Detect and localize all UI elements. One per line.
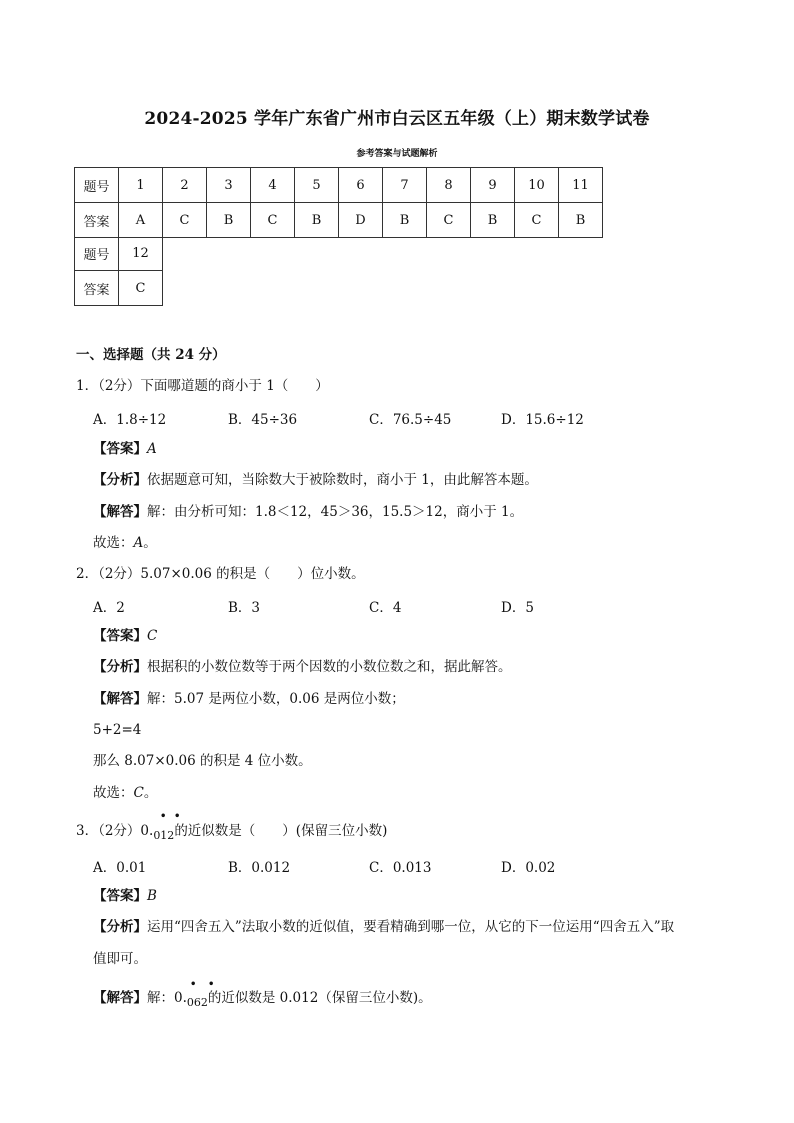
- q1-option-d: D．15.6÷12: [501, 412, 584, 428]
- choice-label: 故选：: [93, 535, 134, 551]
- solution-tag: 【解答】: [93, 504, 147, 520]
- table-cell: 3: [207, 168, 251, 203]
- page-title: 2024-2025 学年广东省广州市白云区五年级（上）期末数学试卷: [144, 109, 650, 129]
- answer-value: C: [147, 628, 158, 644]
- repeating-decimal: 062: [186, 996, 208, 1009]
- solution-prefix: 解：0.: [147, 990, 187, 1006]
- q1-option-b: B．45÷36: [228, 412, 298, 428]
- q2-choice: [93, 784, 157, 802]
- choice-value: C: [133, 785, 144, 801]
- q1-option-c: C．76.5÷45: [369, 412, 452, 428]
- table-cell: C: [251, 203, 295, 238]
- q1-analysis: [93, 471, 538, 489]
- repeat-dot: •: [190, 979, 197, 990]
- table-cell: 7: [383, 168, 427, 203]
- choice-value: A: [133, 535, 144, 551]
- q2-answer: [93, 627, 157, 645]
- table-cell: C: [427, 203, 471, 238]
- q2-option-b: B．3: [228, 600, 261, 616]
- table-cell: C: [119, 271, 163, 306]
- question-2-stem: 2．（2分）5.07×0.06 的积是（ ）位小数。: [76, 566, 365, 582]
- table-row: [75, 271, 163, 306]
- solution-suffix: 的近似数是 0.012（保留三位小数)。: [207, 990, 432, 1006]
- q1-option-a: A．1.8÷12: [93, 412, 167, 428]
- table-cell: B: [295, 203, 339, 238]
- table-cell-label: 答案: [75, 271, 119, 306]
- q2-option-c: C．4: [369, 600, 402, 616]
- q1-solution: [93, 503, 523, 521]
- table-cell: B: [207, 203, 251, 238]
- table-cell: C: [163, 203, 207, 238]
- table-cell: 2: [163, 168, 207, 203]
- analysis-tag: 【分析】: [93, 659, 147, 675]
- repeat-dot: •: [174, 811, 181, 822]
- answer-value: A: [147, 441, 157, 457]
- table-row: [75, 168, 603, 203]
- table-cell-label: 答案: [75, 203, 119, 238]
- table-cell: 8: [427, 168, 471, 203]
- solution-text: 解：由分析可知：1.8＜12，45＞36，15.5＞12，商小于 1。: [147, 504, 524, 520]
- repeat-dot: •: [208, 979, 215, 990]
- analysis-text: 依据题意可知，当除数大于被除数时，商小于 1，由此解答本题。: [147, 472, 538, 488]
- answer-tag: 【答案】: [93, 628, 147, 644]
- q3-solution: [93, 989, 432, 1008]
- section-heading: 一、选择题（共 24 分）: [76, 347, 226, 363]
- question-3-stem: [76, 822, 387, 841]
- table-cell: B: [383, 203, 427, 238]
- choice-end: 。: [143, 535, 157, 551]
- q2-analysis: [93, 658, 512, 676]
- q1-choice: [93, 534, 157, 552]
- choice-end: 。: [143, 785, 158, 801]
- table-cell: 12: [119, 236, 163, 271]
- table-cell: C: [515, 203, 559, 238]
- q2-conclusion: 那么 8.07×0.06 的积是 4 位小数。: [93, 753, 312, 769]
- table-cell: 9: [471, 168, 515, 203]
- q3-option-d: D．0.02: [501, 860, 556, 876]
- q2-solution: [93, 690, 405, 708]
- page-subtitle: 参考答案与试题解析: [356, 149, 438, 159]
- analysis-tag: 【分析】: [93, 472, 147, 488]
- choice-label: 故选：: [93, 785, 134, 801]
- q3-option-c: C．0.013: [369, 860, 432, 876]
- table-row: [75, 203, 603, 238]
- q3-analysis-cont: 值即可。: [93, 951, 147, 967]
- repeat-dot: •: [160, 811, 167, 822]
- answer-table-continued: [74, 236, 163, 306]
- table-cell: B: [471, 203, 515, 238]
- table-row: [75, 236, 163, 271]
- table-cell: D: [339, 203, 383, 238]
- answer-value: B: [147, 888, 157, 904]
- stem-suffix: 的近似数是（ ）(保留三位小数): [174, 823, 388, 839]
- table-cell: 1: [119, 168, 163, 203]
- solution-tag: 【解答】: [93, 990, 147, 1006]
- solution-tag: 【解答】: [93, 691, 147, 707]
- table-cell-label: 题号: [75, 168, 119, 203]
- q2-calculation: 5+2=4: [93, 722, 142, 738]
- answer-table: [74, 167, 603, 238]
- table-cell: 10: [515, 168, 559, 203]
- table-cell: 6: [339, 168, 383, 203]
- q3-answer: [93, 887, 157, 905]
- analysis-text: 运用“四舍五入”法取小数的近似值，要看精确到哪一位，从它的下一位运用“四舍五入”取: [147, 919, 675, 935]
- answer-tag: 【答案】: [93, 888, 147, 904]
- q2-option-a: A．2: [93, 600, 125, 616]
- q3-analysis: [93, 918, 674, 936]
- q3-option-a: A．0.01: [93, 860, 147, 876]
- table-cell-label: 题号: [75, 236, 119, 271]
- table-cell: 4: [251, 168, 295, 203]
- answer-tag: 【答案】: [93, 441, 147, 457]
- q2-option-d: D．5: [501, 600, 534, 616]
- question-1-stem: 1．（2分）下面哪道题的商小于 1（ ）: [76, 378, 329, 394]
- stem-prefix: 3．（2分）0.: [76, 823, 154, 839]
- analysis-text: 根据积的小数位数等于两个因数的小数位数之和，据此解答。: [147, 659, 512, 675]
- repeating-decimal: 012: [153, 829, 175, 842]
- table-cell: A: [119, 203, 163, 238]
- table-cell: 11: [559, 168, 603, 203]
- analysis-tag: 【分析】: [93, 919, 147, 935]
- q1-answer: [93, 440, 157, 458]
- table-cell: 5: [295, 168, 339, 203]
- q3-option-b: B．0.012: [228, 860, 291, 876]
- table-cell: B: [559, 203, 603, 238]
- solution-text: 解：5.07 是两位小数，0.06 是两位小数；: [147, 691, 405, 707]
